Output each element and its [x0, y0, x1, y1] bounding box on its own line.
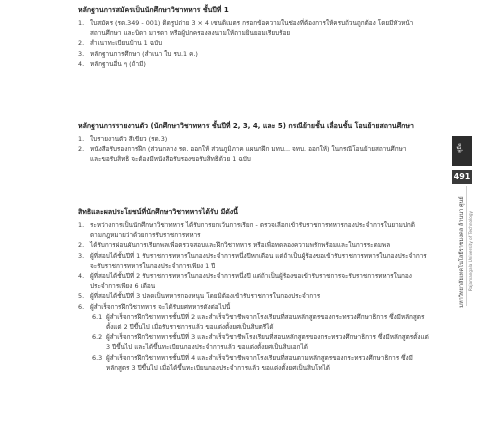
item-text: สถานศึกษา และบิดา มารดา หรือผู้ปกครองลงนามให้ถามยินยอมเรียบร้อย	[90, 29, 291, 38]
side-subtitle: Rajamangala University of Technology	[468, 211, 473, 291]
item-text: ประจำการเพียง 6 เดือน	[90, 282, 156, 291]
item-number: 5.	[78, 292, 85, 301]
subitem-number: 6.1	[92, 312, 103, 321]
subitem-number: 6.3	[92, 353, 103, 362]
item-text: ผู้ที่สอบได้ชั้นปีที่ 3 ปลดเป็นทหารกองหนุน โดยมิต้องเข้ารับราชการในกองประจำการ	[90, 292, 321, 301]
item-text: หลักฐานการศึกษา (สำเนา ใบ รบ.1 ค.)	[90, 49, 198, 58]
page-number: 491	[452, 170, 472, 184]
item-text: หลักฐานอื่น ๆ (ถ้ามี)	[90, 59, 146, 68]
item-number: 2.	[78, 241, 85, 250]
item-number: 1.	[78, 135, 85, 143]
subitem-number: 6.2	[92, 333, 103, 342]
subitem-text: 3 ปีขึ้นไป และได้ขึ้นทะเบียนกองประจำการแล้ว ขอแต่งตั้งยศเป็นสิบเอกได้	[106, 343, 308, 352]
side-tab	[452, 136, 472, 166]
item-number: 3.	[78, 49, 85, 58]
item-number: 1.	[78, 221, 85, 229]
section-heading: สิทธิและผลประโยชน์ที่นักศึกษาวิชาทหารได้รับ มีดังนี้	[78, 208, 238, 216]
section-heading: หลักฐานการรายงานตัว (นักศึกษาวิชาทหาร ชั้นปีที่ 2, 3, 4, และ 5) กรณีย้ายชั้น เลื่อนชั้น โอนย้ายสถานศึกษา	[78, 122, 414, 130]
subitem-text: หลักสูตร 3 ปีขึ้นไป เมื่อได้ขึ้นทะเบียนกองประจำการแล้ว ขอแต่งตั้งยศเป็นสิบโทได้	[106, 363, 330, 372]
item-number: 1.	[78, 19, 85, 27]
item-text: ระหว่างการเป็นนักศึกษาวิชาทหาร ได้รับการยกเว้นการเรียก - ตรวจเลือกเข้ารับราชการทหารกองประจำการในยามปกติ	[90, 221, 415, 229]
item-text: ผู้ที่สอบได้ชั้นปีที่ 1 รับราชการทหารในกองประจำการหนึ่งปีหกเดือน แต่ถ้าเป็นผู้ร้องขอเข้ารับราชการทหารในกองประจำการ	[90, 251, 427, 260]
side-title: มหาวิทยาลัยเทคโนโลยีราชมงคล ล้านนา ศูนย์	[459, 196, 465, 308]
subitem-text: ผู้สำเร็จการฝึกวิชาทหารชั้นปีที่ 2 และสำเร็จวิชาชีพจากโรงเรียนที่สอนหลักสูตรของกระทรวงศึกษาธิการ ซึ่งมีหลักสูตร	[106, 312, 425, 321]
item-text: ใบรายงานตัว สีเขียว (รด.3)	[90, 135, 168, 143]
item-text: ได้รับการผ่อนผันการเรียกพลเพื่อตรวจสอบและฝึกวิชาทหาร หรือเพื่อทดลองความพรักพร้อมและในการระดมพล	[90, 241, 391, 250]
item-text: หนังสือรับรองการฝึก (ส่วนกลาง รด. ออกให้ ส่วนภูมิภาค แผนกฝึก มทบ... จทบ. ออกให้) ในกรณีโอนย้ายสถานศึกษา	[90, 145, 407, 154]
subitem-text: ตั้งแต่ 2 ปีขึ้นไป เมื่อรับราชการแล้ว ขอแต่งตั้งยศเป็นสิบตรีได้	[106, 323, 274, 331]
item-text: สำเนาทะเบียนบ้าน 1 ฉบับ	[90, 39, 163, 48]
item-number: 3.	[78, 251, 85, 260]
side-tab-label: คู่มือ	[456, 143, 463, 153]
subitem-text: ผู้สำเร็จการฝึกวิชาทหารชั้นปีที่ 3 และสำเร็จวิชาชีพโรงเรียนที่สอนหลักสูตรของกระทรวงศึกษาธิการ ซึ่งมีหลักสูตรตั้งแต่	[106, 333, 429, 342]
item-text: ตามกฎหมายว่าด้วยการรับราชการทหาร	[90, 231, 201, 240]
item-text: จะรับราชการทหารในกองประจำการเพียง 1 ปี	[90, 261, 216, 270]
subitem-text: ผู้สำเร็จการฝึกวิชาทหารชั้นปีที่ 4 และสำเร็จวิชาชีพจากโรงเรียนที่สอนตามหลักสูตรของกระทรวงศึกษาธิการ ซึ่งมี	[106, 353, 413, 362]
item-text: และขอรับสิทธิ จะต้องมีหนังสือรับรองขอรับสิทธิด้วย 1 ฉบับ	[90, 155, 251, 164]
section-heading: หลักฐานการสมัครเป็นนักศึกษาวิชาทหาร ชั้นปีที่ 1	[78, 6, 229, 14]
item-number: 4.	[78, 272, 85, 280]
item-text: ใบสมัคร (รด.349 - 001) ติดรูปถ่าย 3 × 4 เซนติเมตร กรอกข้อความในช่องที่ต้องการให้ครบถ้วนถูกต้อง โดยมีหัวหน้า	[90, 19, 414, 27]
item-number: 2.	[78, 39, 85, 48]
item-number: 4.	[78, 59, 85, 68]
item-text: ผู้ที่สอบได้ชั้นปีที่ 2 รับราชการทหารในกองประจำการหนึ่งปี แต่ถ้าเป็นผู้ร้องขอเข้ารับราชการจะรับราชการทหารในกอง	[90, 272, 412, 280]
item-number: 6.	[78, 302, 85, 311]
item-number: 2.	[78, 145, 85, 154]
item-text: ผู้สำเร็จการฝึกวิชาทหาร จะได้รับยศทหารดังต่อไปนี้	[90, 302, 231, 311]
